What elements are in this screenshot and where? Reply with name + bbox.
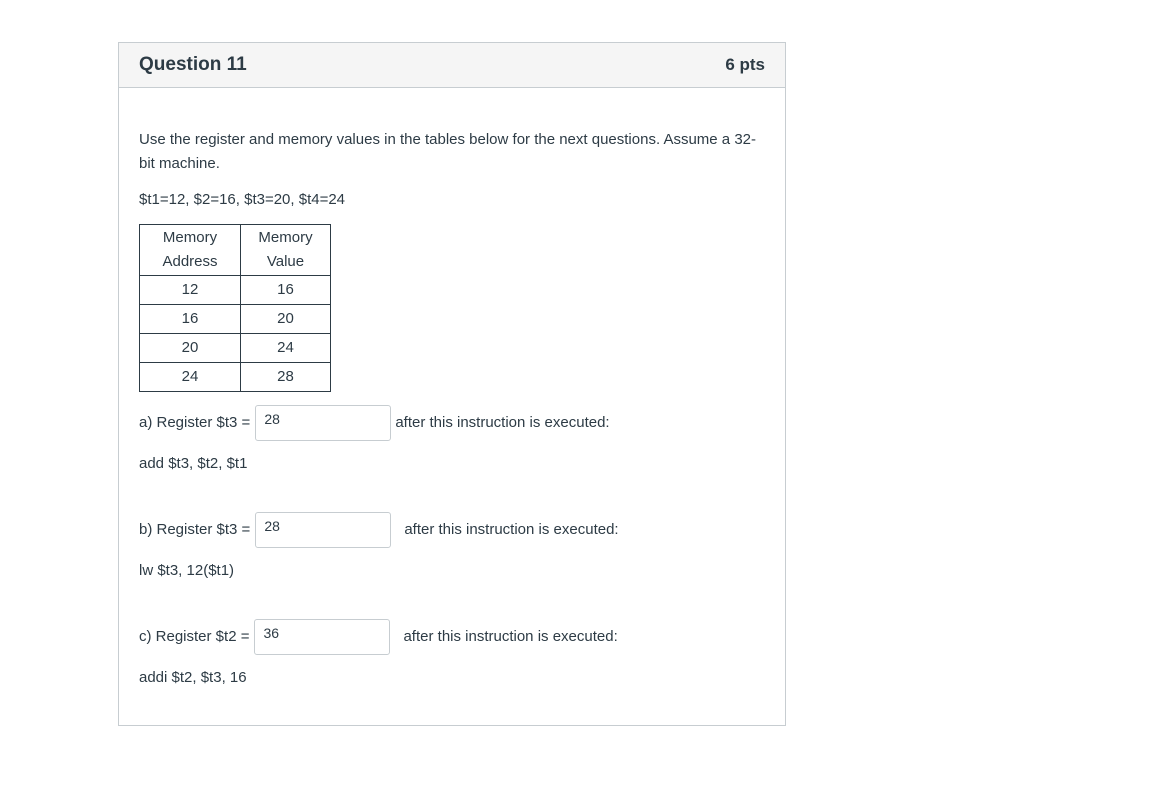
part-c-suffix: after this instruction is executed: <box>403 628 618 645</box>
part-c-label: c) Register $t2 = <box>139 628 250 645</box>
part-a-row <box>139 404 765 442</box>
part-b-row <box>139 511 765 549</box>
memory-address-cell: 24 <box>140 363 241 392</box>
memory-value-cell: 20 <box>241 305 331 334</box>
part-a-answer-input[interactable] <box>255 405 391 441</box>
question-body <box>119 88 785 690</box>
part-b-label: b) Register $t3 = <box>139 521 251 538</box>
table-row <box>140 363 331 392</box>
part-c-row <box>139 618 765 656</box>
memory-value-cell: 16 <box>241 276 331 305</box>
question-points: 6 pts <box>725 55 765 74</box>
question-title: Question 11 <box>139 54 247 75</box>
memory-table <box>139 224 331 392</box>
table-row <box>140 334 331 363</box>
memory-address-cell: 12 <box>140 276 241 305</box>
column-header-address: Memory Address <box>140 225 241 276</box>
memory-value-cell: 28 <box>241 363 331 392</box>
part-c-answer-input[interactable] <box>254 619 390 655</box>
memory-value-cell: 24 <box>241 334 331 363</box>
memory-address-cell: 16 <box>140 305 241 334</box>
question-intro: Use the register and memory values in the tables below for the next questions. Assume a 32-bit machine. <box>139 131 756 172</box>
table-header-row <box>140 225 331 276</box>
part-b-suffix: after this instruction is executed: <box>404 521 619 538</box>
table-row <box>140 276 331 305</box>
part-b-answer-input[interactable] <box>255 512 391 548</box>
part-a-instruction: add $t3, $t2, $t1 <box>139 455 248 472</box>
column-header-value: Memory Value <box>241 225 331 276</box>
question-header <box>119 43 785 88</box>
part-b-instruction: lw $t3, 12($t1) <box>139 562 235 579</box>
question-card <box>118 42 786 726</box>
part-c-instruction: addi $t2, $t3, 16 <box>139 669 247 686</box>
table-row <box>140 305 331 334</box>
part-a-label: a) Register $t3 = <box>139 414 251 431</box>
register-values: $t1=12, $2=16, $t3=20, $t4=24 <box>139 191 346 208</box>
part-a-suffix: after this instruction is executed: <box>395 414 610 431</box>
memory-address-cell: 20 <box>140 334 241 363</box>
